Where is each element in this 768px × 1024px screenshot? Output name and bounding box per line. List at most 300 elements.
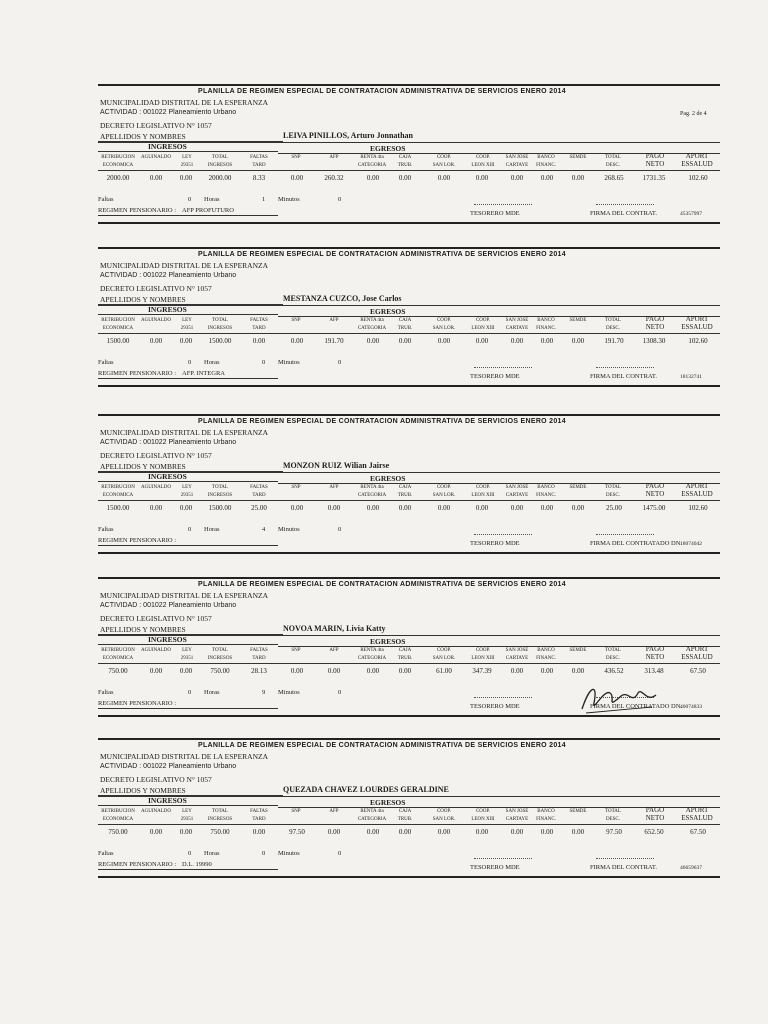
decree: DECRETO LEGISLATIVO N° 1057 <box>100 451 212 460</box>
hdr-aport-essalud: APORT ESSALUD <box>681 806 713 822</box>
horas-label: Horas <box>204 196 220 203</box>
firma-label: FIRMA DEL CONTRAT. <box>590 210 657 217</box>
decree: DECRETO LEGISLATIVO N° 1057 <box>100 614 212 623</box>
ingresos-under <box>98 151 278 152</box>
activity: ACTIVIDAD : 001022 Planeamiento Urbano <box>100 109 237 116</box>
val-total-desc: 268.65 <box>604 174 624 182</box>
val-coop-sanlor: 0.00 <box>437 337 451 345</box>
val-coop-leon: 0.00 <box>475 828 489 836</box>
hdr-snp: SNP <box>291 155 301 160</box>
val-caja: 0.00 <box>398 337 412 345</box>
val-pago-neto: 313.48 <box>644 667 664 675</box>
header-under <box>98 663 720 664</box>
names-label: APELLIDOS Y NOMBRES <box>100 132 186 141</box>
faltas-label: Faltas <box>98 689 114 696</box>
hdr-aguinaldo: AGUINALDO <box>141 485 171 490</box>
regimen-under <box>98 545 278 546</box>
horas-value: 9 <box>262 689 266 696</box>
val-aport: 102.60 <box>688 174 708 182</box>
hdr-banco: BANCO FINANC. <box>536 155 556 168</box>
minutos-value: 0 <box>338 850 342 857</box>
val-caja: 0.00 <box>398 667 412 675</box>
regimen-value: AFP. INTEGRA <box>182 370 225 377</box>
hdr-semde: SEMDE <box>569 809 587 814</box>
dni-value: 46659637 <box>680 865 702 871</box>
minutos-value: 0 <box>338 689 342 696</box>
val-aguinaldo: 0.00 <box>149 504 163 512</box>
regimen-under <box>98 869 278 870</box>
val-aport: 102.60 <box>688 337 708 345</box>
val-total-desc: 25.00 <box>606 504 622 512</box>
val-pago-neto: 1308.30 <box>642 337 666 345</box>
hdr-snp: SNP <box>291 648 301 653</box>
ingresos-label: INGRESOS <box>148 472 187 481</box>
hdr-renta: RENTA 4ta CATEGORIA <box>357 648 387 661</box>
employee-name: MONZON RUIZ Wilian Jairse <box>283 461 390 470</box>
hdr-total-ingresos: TOTAL INGRESOS <box>207 155 233 168</box>
ingresos-under <box>98 481 278 482</box>
val-caja: 0.00 <box>398 504 412 512</box>
egresos-label: EGRESOS <box>370 637 406 646</box>
hdr-total-ingresos: TOTAL INGRESOS <box>207 485 233 498</box>
hdr-coop-sanlor: COOP. SAN LOR. <box>432 809 456 822</box>
hdr-snp: SNP <box>291 809 301 814</box>
decree: DECRETO LEGISLATIVO N° 1057 <box>100 284 212 293</box>
names-label: APELLIDOS Y NOMBRES <box>100 625 186 634</box>
ingresos-label: INGRESOS <box>148 305 187 314</box>
hdr-renta: RENTA 4ta CATEGORIA <box>357 485 387 498</box>
hdr-retribucion: RETRIBUCION ECONOMICA <box>101 318 135 331</box>
val-semde: 0.00 <box>571 174 585 182</box>
horas-label: Horas <box>204 850 220 857</box>
ingresos-label: INGRESOS <box>148 142 187 151</box>
hdr-aguinaldo: AGUINALDO <box>141 648 171 653</box>
hdr-sanjose: SAN JOSE CARTAYE <box>505 318 529 331</box>
decree: DECRETO LEGISLATIVO N° 1057 <box>100 775 212 784</box>
val-ley: 0.00 <box>179 504 193 512</box>
dni-value: 18074042 <box>680 541 702 547</box>
hdr-caja: CAJA TRUB. <box>397 485 413 498</box>
val-snp: 0.00 <box>290 667 304 675</box>
names-label: APELLIDOS Y NOMBRES <box>100 295 186 304</box>
ingresos-under <box>98 644 278 645</box>
hdr-semde: SEMDE <box>569 318 587 323</box>
hdr-pago-neto: PAGO NETO <box>645 806 665 822</box>
ingresos-rule <box>98 472 720 473</box>
decree: DECRETO LEGISLATIVO N° 1057 <box>100 121 212 130</box>
ingresos-under <box>98 805 278 806</box>
hdr-afp: AFP <box>329 809 339 814</box>
dni-value: 45357997 <box>680 211 702 217</box>
val-aguinaldo: 0.00 <box>149 337 163 345</box>
val-coop-sanlor: 0.00 <box>437 828 451 836</box>
hdr-renta: RENTA 4ta CATEGORIA <box>357 155 387 168</box>
hdr-faltas: FALTAS TARD <box>250 318 268 331</box>
top-rule <box>98 414 720 416</box>
ingresos-under <box>98 314 278 315</box>
hdr-coop-sanlor: COOP. SAN LOR. <box>432 648 456 661</box>
val-coop-sanlor: 0.00 <box>437 504 451 512</box>
val-banco: 0.00 <box>540 828 554 836</box>
top-rule <box>98 247 720 249</box>
handwritten-signature <box>576 679 666 719</box>
hdr-total-desc: TOTAL DESC. <box>605 809 621 822</box>
val-faltas: 8.33 <box>252 174 266 182</box>
regimen-label: REGIMEN PENSIONARIO : <box>98 700 176 707</box>
hdr-caja: CAJA TRUB. <box>397 809 413 822</box>
val-renta: 0.00 <box>366 504 380 512</box>
top-rule <box>98 84 720 86</box>
val-afp: 191.70 <box>324 337 344 345</box>
hdr-faltas: FALTAS TARD <box>250 155 268 168</box>
val-aport: 67.50 <box>690 828 706 836</box>
val-coop-sanlor: 0.00 <box>437 174 451 182</box>
egresos-label: EGRESOS <box>370 144 406 153</box>
dni-value: 40074833 <box>680 704 702 710</box>
val-coop-sanlor: 61.00 <box>436 667 452 675</box>
hdr-ley: LEY 29351 <box>180 318 194 331</box>
val-retribucion: 750.00 <box>108 667 128 675</box>
val-retribucion: 1500.00 <box>106 337 130 345</box>
header-under <box>98 500 720 501</box>
val-san-jose: 0.00 <box>510 667 524 675</box>
hdr-ley: LEY 29351 <box>180 809 194 822</box>
hdr-coop-sanlor: COOP. SAN LOR. <box>432 485 456 498</box>
hdr-total-ingresos: TOTAL INGRESOS <box>207 648 233 661</box>
val-retribucion: 2000.00 <box>106 174 130 182</box>
minutos-label: Minutos <box>278 526 300 533</box>
hdr-pago-neto: PAGO NETO <box>645 645 665 661</box>
hdr-coop-leon: COOP. LEON XIII <box>471 318 495 331</box>
val-pago-neto: 1731.35 <box>642 174 666 182</box>
bottom-rule <box>98 876 720 878</box>
regimen-under <box>98 708 278 709</box>
minutos-value: 0 <box>338 359 342 366</box>
hdr-ley: LEY 29351 <box>180 155 194 168</box>
val-banco: 0.00 <box>540 667 554 675</box>
val-aguinaldo: 0.00 <box>149 174 163 182</box>
hdr-aport-essalud: APORT ESSALUD <box>681 645 713 661</box>
faltas-days: 0 <box>188 689 192 696</box>
faltas-days: 0 <box>188 359 192 366</box>
horas-label: Horas <box>204 526 220 533</box>
record-title: PLANILLA DE REGIMEN ESPECIAL DE CONTRATACION ADMINISTRATIVA DE SERVICIOS ENERO 2014 <box>198 418 566 425</box>
regimen-value: D.L. 19990 <box>182 861 212 868</box>
hdr-total-desc: TOTAL DESC. <box>605 648 621 661</box>
horas-label: Horas <box>204 689 220 696</box>
minutos-label: Minutos <box>278 196 300 203</box>
tesorero-sign-line <box>474 367 532 368</box>
activity: ACTIVIDAD : 001022 Planeamiento Urbano <box>100 602 237 609</box>
hdr-aguinaldo: AGUINALDO <box>141 809 171 814</box>
tesorero-sign-line <box>474 204 532 205</box>
top-rule <box>98 577 720 579</box>
hdr-coop-sanlor: COOP. SAN LOR. <box>432 318 456 331</box>
val-banco: 0.00 <box>540 504 554 512</box>
hdr-sanjose: SAN JOSE CARTAYE <box>505 485 529 498</box>
payroll-record <box>98 84 720 249</box>
municipality: MUNICIPALIDAD DISTRITAL DE LA ESPERANZA <box>100 261 269 270</box>
top-rule <box>98 738 720 740</box>
header-under <box>98 824 720 825</box>
hdr-coop-leon: COOP. LEON XIII <box>471 648 495 661</box>
faltas-days: 0 <box>188 196 192 203</box>
ingresos-label: INGRESOS <box>148 635 187 644</box>
contratado-sign-line <box>596 534 654 535</box>
bottom-rule <box>98 222 720 224</box>
regimen-label: REGIMEN PENSIONARIO : <box>98 370 176 377</box>
ingresos-rule <box>98 796 720 797</box>
activity: ACTIVIDAD : 001022 Planeamiento Urbano <box>100 272 237 279</box>
val-ley: 0.00 <box>179 828 193 836</box>
hdr-aguinaldo: AGUINALDO <box>141 155 171 160</box>
faltas-label: Faltas <box>98 526 114 533</box>
hdr-renta: RENTA 4ta CATEGORIA <box>357 809 387 822</box>
hdr-banco: BANCO FINANC. <box>536 318 556 331</box>
ingresos-label: INGRESOS <box>148 796 187 805</box>
val-snp: 0.00 <box>290 337 304 345</box>
hdr-retribucion: RETRIBUCION ECONOMICA <box>101 809 135 822</box>
val-total-desc: 97.50 <box>606 828 622 836</box>
hdr-afp: AFP <box>329 648 339 653</box>
tesorero-label: TESORERO MDE <box>470 864 520 871</box>
contratado-sign-line <box>596 858 654 859</box>
val-retribucion: 1500.00 <box>106 504 130 512</box>
hdr-semde: SEMDE <box>569 485 587 490</box>
hdr-total-ingresos: TOTAL INGRESOS <box>207 809 233 822</box>
val-caja: 0.00 <box>398 174 412 182</box>
val-renta: 0.00 <box>366 828 380 836</box>
tesorero-label: TESORERO MDE <box>470 540 520 547</box>
hdr-caja: CAJA TRUB. <box>397 318 413 331</box>
val-renta: 0.00 <box>366 174 380 182</box>
hdr-total-desc: TOTAL DESC. <box>605 155 621 168</box>
activity: ACTIVIDAD : 001022 Planeamiento Urbano <box>100 439 237 446</box>
val-aport: 102.60 <box>688 504 708 512</box>
hdr-aport-essalud: APORT ESSALUD <box>681 482 713 498</box>
firma-label: FIRMA DEL CONTRATADO DN. <box>590 703 683 710</box>
hdr-pago-neto: PAGO NETO <box>645 482 665 498</box>
hdr-snp: SNP <box>291 485 301 490</box>
val-ley: 0.00 <box>179 174 193 182</box>
val-pago-neto: 652.50 <box>644 828 664 836</box>
egresos-label: EGRESOS <box>370 474 406 483</box>
val-total-ingresos: 750.00 <box>210 667 230 675</box>
bottom-rule <box>98 552 720 554</box>
hdr-afp: AFP <box>329 318 339 323</box>
hdr-renta: RENTA 4ta CATEGORIA <box>357 318 387 331</box>
hdr-ley: LEY 29351 <box>180 648 194 661</box>
minutos-value: 0 <box>338 526 342 533</box>
firma-label: FIRMA DEL CONTRAT. <box>590 864 657 871</box>
minutos-value: 0 <box>338 196 342 203</box>
municipality: MUNICIPALIDAD DISTRITAL DE LA ESPERANZA <box>100 752 269 761</box>
egresos-label: EGRESOS <box>370 798 406 807</box>
hdr-retribucion: RETRIBUCION ECONOMICA <box>101 155 135 168</box>
hdr-aguinaldo: AGUINALDO <box>141 318 171 323</box>
val-afp: 0.00 <box>327 828 341 836</box>
municipality: MUNICIPALIDAD DISTRITAL DE LA ESPERANZA <box>100 98 269 107</box>
hdr-total-desc: TOTAL DESC. <box>605 318 621 331</box>
tesorero-label: TESORERO MDE <box>470 703 520 710</box>
val-total-ingresos: 750.00 <box>210 828 230 836</box>
regimen-label: REGIMEN PENSIONARIO : <box>98 207 176 214</box>
minutos-label: Minutos <box>278 359 300 366</box>
hdr-sanjose: SAN JOSE CARTAYE <box>505 155 529 168</box>
employee-name: QUEZADA CHAVEZ LOURDES GERALDINE <box>283 785 449 794</box>
horas-value: 0 <box>262 850 266 857</box>
val-san-jose: 0.00 <box>510 174 524 182</box>
hdr-total-ingresos: TOTAL INGRESOS <box>207 318 233 331</box>
hdr-semde: SEMDE <box>569 648 587 653</box>
hdr-ley: LEY 29351 <box>180 485 194 498</box>
record-title: PLANILLA DE REGIMEN ESPECIAL DE CONTRATACION ADMINISTRATIVA DE SERVICIOS ENERO 2014 <box>198 88 566 95</box>
val-afp: 260.32 <box>324 174 344 182</box>
hdr-banco: BANCO FINANC. <box>536 648 556 661</box>
ingresos-rule <box>98 635 720 636</box>
val-coop-leon: 347.39 <box>472 667 492 675</box>
hdr-sanjose: SAN JOSE CARTAYE <box>505 648 529 661</box>
hdr-total-desc: TOTAL DESC. <box>605 485 621 498</box>
payroll-record <box>98 414 720 579</box>
val-total-desc: 436.52 <box>604 667 624 675</box>
contratado-sign-line <box>596 367 654 368</box>
val-ley: 0.00 <box>179 337 193 345</box>
hdr-semde: SEMDE <box>569 155 587 160</box>
dni-value: 18132741 <box>680 374 702 380</box>
val-retribucion: 750.00 <box>108 828 128 836</box>
employee-name: MESTANZA CUZCO, Jose Carlos <box>283 294 402 303</box>
val-semde: 0.00 <box>571 667 585 675</box>
val-faltas: 0.00 <box>252 337 266 345</box>
faltas-label: Faltas <box>98 196 114 203</box>
employee-name: NOVOA MARIN, Livia Katty <box>283 624 386 633</box>
faltas-label: Faltas <box>98 850 114 857</box>
horas-value: 0 <box>262 359 266 366</box>
ingresos-rule <box>98 142 720 143</box>
val-caja: 0.00 <box>398 828 412 836</box>
minutos-label: Minutos <box>278 689 300 696</box>
hdr-coop-leon: COOP. LEON XIII <box>471 485 495 498</box>
names-label: APELLIDOS Y NOMBRES <box>100 462 186 471</box>
bottom-rule <box>98 385 720 387</box>
regimen-under <box>98 215 278 216</box>
hdr-sanjose: SAN JOSE CARTAYE <box>505 809 529 822</box>
val-aguinaldo: 0.00 <box>149 667 163 675</box>
firma-label: FIRMA DEL CONTRAT. <box>590 373 657 380</box>
hdr-pago-neto: PAGO NETO <box>645 315 665 331</box>
payroll-record <box>98 577 720 742</box>
hdr-pago-neto: PAGO NETO <box>645 152 665 168</box>
val-total-ingresos: 1500.00 <box>208 504 232 512</box>
val-semde: 0.00 <box>571 828 585 836</box>
val-semde: 0.00 <box>571 337 585 345</box>
hdr-banco: BANCO FINANC. <box>536 485 556 498</box>
hdr-coop-sanlor: COOP. SAN LOR. <box>432 155 456 168</box>
val-faltas: 25.00 <box>251 504 267 512</box>
val-pago-neto: 1475.00 <box>642 504 666 512</box>
val-renta: 0.00 <box>366 337 380 345</box>
hdr-faltas: FALTAS TARD <box>250 648 268 661</box>
val-semde: 0.00 <box>571 504 585 512</box>
val-snp: 0.00 <box>290 174 304 182</box>
val-coop-leon: 0.00 <box>475 337 489 345</box>
payroll-record <box>98 738 720 903</box>
horas-value: 4 <box>262 526 266 533</box>
employee-name: LEIVA PINILLOS, Arturo Jonnathan <box>283 131 413 140</box>
val-ley: 0.00 <box>179 667 193 675</box>
val-total-ingresos: 1500.00 <box>208 337 232 345</box>
val-renta: 0.00 <box>366 667 380 675</box>
horas-value: 1 <box>262 196 266 203</box>
firma-label: FIRMA DEL CONTRATADO DN. <box>590 540 683 547</box>
val-san-jose: 0.00 <box>510 828 524 836</box>
regimen-under <box>98 378 278 379</box>
tesorero-sign-line <box>474 534 532 535</box>
header-under <box>98 333 720 334</box>
page-number: Pag. 2 de 4 <box>680 111 707 117</box>
regimen-value: AFP PROFUTURO <box>182 207 234 214</box>
faltas-label: Faltas <box>98 359 114 366</box>
activity: ACTIVIDAD : 001022 Planeamiento Urbano <box>100 763 237 770</box>
hdr-caja: CAJA TRUB. <box>397 155 413 168</box>
hdr-aport-essalud: APORT ESSALUD <box>681 315 713 331</box>
val-snp: 97.50 <box>289 828 305 836</box>
hdr-retribucion: RETRIBUCION ECONOMICA <box>101 485 135 498</box>
val-faltas: 0.00 <box>252 828 266 836</box>
hdr-faltas: FALTAS TARD <box>250 485 268 498</box>
regimen-label: REGIMEN PENSIONARIO : <box>98 861 176 868</box>
hdr-snp: SNP <box>291 318 301 323</box>
tesorero-sign-line <box>474 858 532 859</box>
names-label: APELLIDOS Y NOMBRES <box>100 786 186 795</box>
val-faltas: 28.13 <box>251 667 267 675</box>
tesorero-label: TESORERO MDE <box>470 210 520 217</box>
val-coop-leon: 0.00 <box>475 504 489 512</box>
horas-label: Horas <box>204 359 220 366</box>
faltas-days: 0 <box>188 850 192 857</box>
val-san-jose: 0.00 <box>510 337 524 345</box>
municipality: MUNICIPALIDAD DISTRITAL DE LA ESPERANZA <box>100 428 269 437</box>
val-san-jose: 0.00 <box>510 504 524 512</box>
val-banco: 0.00 <box>540 174 554 182</box>
record-title: PLANILLA DE REGIMEN ESPECIAL DE CONTRATACION ADMINISTRATIVA DE SERVICIOS ENERO 2014 <box>198 581 566 588</box>
hdr-caja: CAJA TRUB. <box>397 648 413 661</box>
minutos-label: Minutos <box>278 850 300 857</box>
val-total-ingresos: 2000.00 <box>208 174 232 182</box>
regimen-label: REGIMEN PENSIONARIO : <box>98 537 176 544</box>
val-snp: 0.00 <box>290 504 304 512</box>
hdr-afp: AFP <box>329 155 339 160</box>
val-aguinaldo: 0.00 <box>149 828 163 836</box>
tesorero-label: TESORERO MDE <box>470 373 520 380</box>
hdr-coop-leon: COOP. LEON XIII <box>471 809 495 822</box>
val-banco: 0.00 <box>540 337 554 345</box>
contratado-sign-line <box>596 204 654 205</box>
header-under <box>98 170 720 171</box>
record-title: PLANILLA DE REGIMEN ESPECIAL DE CONTRATACION ADMINISTRATIVA DE SERVICIOS ENERO 2014 <box>198 251 566 258</box>
hdr-retribucion: RETRIBUCION ECONOMICA <box>101 648 135 661</box>
hdr-banco: BANCO FINANC. <box>536 809 556 822</box>
hdr-afp: AFP <box>329 485 339 490</box>
hdr-faltas: FALTAS TARD <box>250 809 268 822</box>
val-afp: 0.00 <box>327 504 341 512</box>
record-title: PLANILLA DE REGIMEN ESPECIAL DE CONTRATACION ADMINISTRATIVA DE SERVICIOS ENERO 2014 <box>198 742 566 749</box>
hdr-coop-leon: COOP. LEON XIII <box>471 155 495 168</box>
faltas-days: 0 <box>188 526 192 533</box>
hdr-aport-essalud: APORT ESSALUD <box>681 152 713 168</box>
payroll-record <box>98 247 720 412</box>
